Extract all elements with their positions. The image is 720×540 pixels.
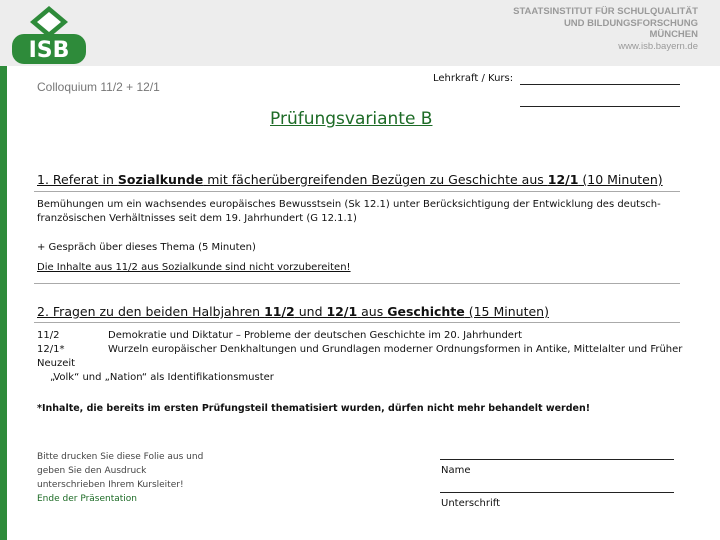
institute-name [513, 6, 698, 52]
institute-line1: STAATSINSTITUT FÜR SCHULQUALITÄT [513, 6, 698, 17]
row-text: Wurzeln europäischer Denkhaltungen und Grundlagen moderner Ordnungsformen in Antike, Mittelalter und Früher [108, 344, 683, 355]
institute-line3: MÜNCHEN [649, 29, 698, 40]
print-note-line1: Bitte drucken Sie diese Folie aus und [37, 452, 204, 462]
print-note-line2: geben Sie den Ausdruck [37, 466, 147, 476]
separator [34, 283, 680, 284]
page-title: Prüfungsvariante B [270, 109, 433, 129]
row-text: „Volk“ und „Nation“ als Identifikationsmuster [50, 372, 274, 383]
section1-desc-line1: Bemühungen um ein wachsendes europäisches Bewusstsein (Sk 12.1) unter Berücksichtigung der Entwicklung des deutsch- [37, 199, 661, 210]
name-label: Name [441, 465, 471, 476]
teacher-label: Lehrkraft / Kurs: [433, 73, 514, 84]
section1-desc-line2: französischen Verhältnisses seit dem 19. Jahrhundert (G 12.1.1) [37, 213, 357, 224]
row-term: Neuzeit [37, 358, 76, 369]
separator [34, 191, 680, 192]
institute-line2: UND BILDUNGSFORSCHUNG [563, 17, 698, 29]
row-term: 11/2 [37, 330, 60, 341]
logo-text: ISB [28, 38, 70, 63]
section1-warning: Die Inhalte aus 11/2 aus Sozialkunde sind nicht vorzubereiten! [37, 262, 351, 273]
signature-line [440, 492, 674, 493]
end-of-presentation: Ende der Präsentation [37, 494, 138, 504]
section1-note: + Gespräch über dieses Thema (5 Minuten) [37, 242, 256, 253]
section1-heading: 1. Referat in Sozialkunde mit fächerübergreifenden Bezügen zu Geschichte aus 12/1 (10 Minuten) [37, 172, 663, 187]
institute-web: www.isb.bayern.de [618, 40, 698, 52]
row-term: 12/1* [37, 344, 65, 355]
section2-heading: 2. Fragen zu den beiden Halbjahren 11/2 und 12/1 aus Geschichte (15 Minuten) [37, 304, 549, 319]
sidebar-stripe [0, 66, 7, 540]
footnote: *Inhalte, die bereits im ersten Prüfungsteil thematisiert wurden, dürfen nicht mehr behandelt werden! [37, 403, 591, 414]
row-text: Demokratie und Diktatur – Probleme der deutschen Geschichte im 20. Jahrhundert [108, 330, 522, 341]
teacher-line-2 [520, 106, 680, 107]
signature-label: Unterschrift [441, 498, 501, 509]
print-note-line3: unterschrieben Ihrem Kursleiter! [37, 480, 184, 490]
name-line [440, 459, 674, 460]
colloquium-label: Colloquium 11/2 + 12/1 [37, 80, 160, 94]
separator [34, 322, 680, 323]
isb-logo-icon [10, 4, 88, 66]
teacher-line-1 [520, 84, 680, 85]
